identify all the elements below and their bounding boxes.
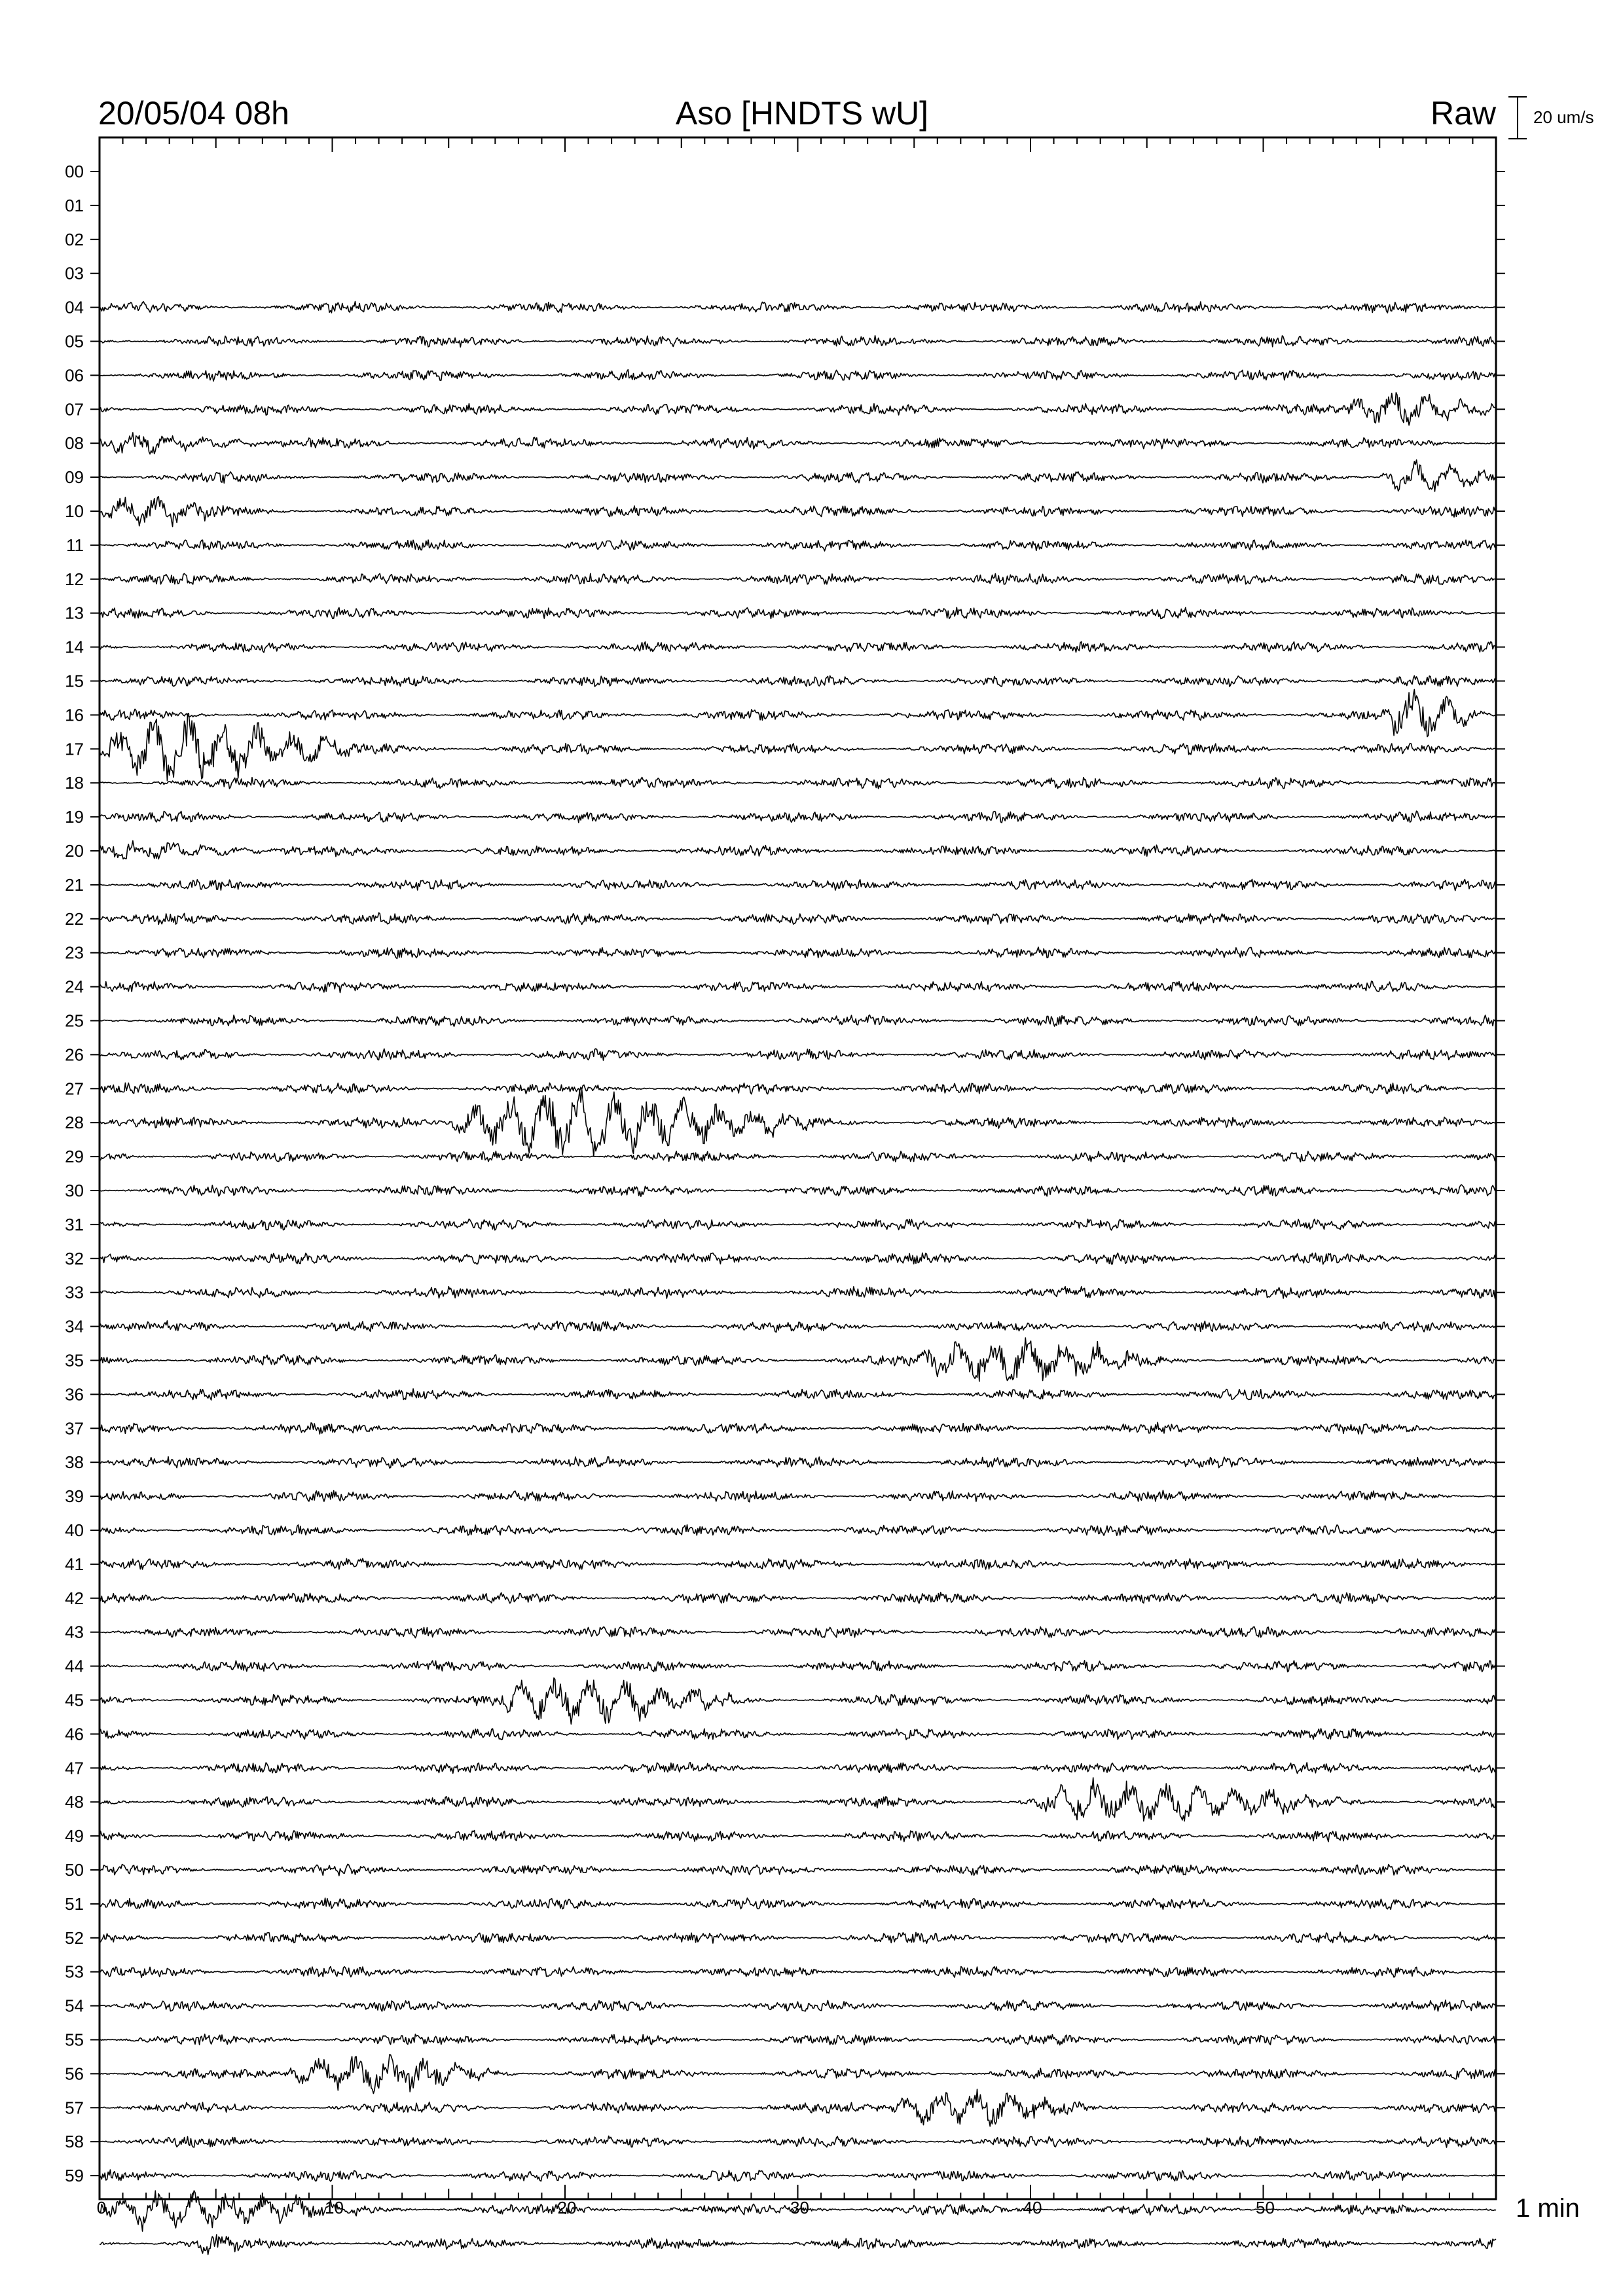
hour-label-17: 17	[65, 739, 84, 759]
trace-row-45	[100, 1678, 1496, 1725]
header-datetime: 20/05/04 08h	[98, 95, 289, 132]
trace-row-54	[100, 2000, 1496, 2011]
trace-row-38	[100, 1457, 1496, 1468]
hour-label-01: 01	[65, 195, 84, 215]
trace-row-21	[100, 879, 1496, 890]
hour-label-36: 36	[65, 1384, 84, 1405]
trace-row-27	[100, 1083, 1496, 1094]
trace-row-18	[100, 778, 1496, 789]
trace-row-55	[100, 2034, 1496, 2045]
trace-row-29	[100, 1151, 1496, 1162]
trace-row-24	[100, 981, 1496, 992]
amplitude-scale-label: 20 um/s	[1533, 107, 1594, 127]
trace-row-09	[100, 460, 1496, 492]
trace-row-52	[100, 1932, 1496, 1943]
hour-label-04: 04	[65, 297, 84, 317]
trace-row-31	[100, 1219, 1496, 1230]
trace-row-19	[100, 811, 1496, 823]
trace-row-12	[100, 573, 1496, 584]
hour-label-21: 21	[65, 874, 84, 895]
hour-labels	[65, 162, 84, 2185]
hour-label-20: 20	[65, 841, 84, 861]
hour-label-19: 19	[65, 807, 84, 827]
trace-row-48	[100, 1778, 1496, 1821]
hour-label-32: 32	[65, 1248, 84, 1268]
hour-label-47: 47	[65, 1758, 84, 1778]
hour-label-00: 00	[65, 162, 84, 181]
hour-label-12: 12	[65, 569, 84, 589]
hour-label-56: 56	[65, 2064, 84, 2084]
hour-label-27: 27	[65, 1079, 84, 1099]
trace-row-36	[100, 1389, 1496, 1400]
trace-row-20	[100, 841, 1496, 859]
hour-label-49: 49	[65, 1826, 84, 1846]
trace-row-17	[100, 713, 1496, 781]
trace-row-06	[100, 370, 1496, 382]
trace-row-42	[100, 1592, 1496, 1604]
hour-label-26: 26	[65, 1045, 84, 1065]
trace-row-44	[100, 1660, 1496, 1672]
hour-label-29: 29	[65, 1147, 84, 1167]
axis-ticks	[90, 137, 1505, 2199]
hour-label-58: 58	[65, 2132, 84, 2152]
x-tick-label-40: 40	[1023, 2198, 1042, 2217]
hour-label-02: 02	[65, 229, 84, 249]
hour-label-18: 18	[65, 773, 84, 793]
trace-row-59	[100, 2170, 1496, 2181]
hour-label-13: 13	[65, 603, 84, 623]
trace-row-39	[100, 1490, 1496, 1502]
x-tick-label-0: 0	[96, 2198, 107, 2217]
trace-row-05	[100, 336, 1496, 347]
hour-label-16: 16	[65, 705, 84, 725]
hour-label-14: 14	[65, 637, 84, 657]
hour-label-46: 46	[65, 1724, 84, 1744]
x-tick-label-20: 20	[557, 2198, 577, 2217]
trace-row-50	[100, 1864, 1496, 1876]
trace-row-08	[100, 433, 1496, 454]
hour-label-07: 07	[65, 399, 84, 420]
trace-row-61	[100, 2234, 1496, 2254]
trace-row-25	[100, 1015, 1496, 1026]
hour-label-51: 51	[65, 1893, 84, 1914]
trace-row-22	[100, 913, 1496, 925]
trace-row-47	[100, 1763, 1496, 1774]
hour-label-54: 54	[65, 1996, 84, 2016]
hour-label-33: 33	[65, 1282, 84, 1302]
hour-label-57: 57	[65, 2098, 84, 2118]
trace-row-10	[100, 497, 1496, 527]
x-tick-label-50: 50	[1256, 2198, 1275, 2217]
hour-label-34: 34	[65, 1316, 84, 1336]
hour-label-30: 30	[65, 1181, 84, 1200]
trace-row-30	[100, 1185, 1496, 1196]
hour-label-48: 48	[65, 1792, 84, 1812]
trace-row-35	[100, 1338, 1496, 1381]
trace-row-32	[100, 1253, 1496, 1264]
hour-label-25: 25	[65, 1011, 84, 1031]
trace-row-57	[100, 2089, 1496, 2126]
hour-label-38: 38	[65, 1452, 84, 1473]
amplitude-scale-bar	[1508, 97, 1527, 139]
trace-row-43	[100, 1627, 1496, 1638]
trace-row-11	[100, 540, 1496, 551]
header-mode: Raw	[1430, 95, 1496, 132]
hour-label-52: 52	[65, 1928, 84, 1948]
hour-label-35: 35	[65, 1350, 84, 1371]
trace-row-15	[100, 675, 1496, 687]
trace-row-58	[100, 2136, 1496, 2148]
hour-label-03: 03	[65, 263, 84, 283]
hour-label-22: 22	[65, 908, 84, 929]
hour-label-31: 31	[65, 1214, 84, 1234]
hour-label-53: 53	[65, 1962, 84, 1982]
trace-row-49	[100, 1831, 1496, 1842]
trace-row-37	[100, 1422, 1496, 1434]
hour-label-09: 09	[65, 467, 84, 488]
hour-label-37: 37	[65, 1418, 84, 1439]
trace-row-33	[100, 1287, 1496, 1299]
hour-label-28: 28	[65, 1113, 84, 1133]
hour-label-10: 10	[65, 501, 84, 521]
x-tick-label-10: 10	[325, 2198, 344, 2217]
trace-row-14	[100, 641, 1496, 653]
trace-row-46	[100, 1729, 1496, 1740]
trace-row-28	[100, 1089, 1496, 1157]
hour-label-55: 55	[65, 2030, 84, 2050]
x-axis-unit-label: 1 min	[1516, 2194, 1580, 2223]
trace-row-26	[100, 1049, 1496, 1060]
trace-row-41	[100, 1558, 1496, 1570]
hour-label-06: 06	[65, 365, 84, 386]
trace-row-51	[100, 1898, 1496, 1909]
hour-label-42: 42	[65, 1588, 84, 1608]
hour-label-59: 59	[65, 2166, 84, 2186]
plot-frame	[100, 137, 1496, 2199]
hour-label-05: 05	[65, 331, 84, 351]
trace-row-40	[100, 1525, 1496, 1535]
hour-label-43: 43	[65, 1622, 84, 1642]
hour-label-39: 39	[65, 1486, 84, 1507]
trace-row-23	[100, 947, 1496, 958]
hour-label-23: 23	[65, 942, 84, 963]
trace-row-34	[100, 1321, 1496, 1332]
seismic-traces	[100, 302, 1496, 2255]
trace-row-56	[100, 2054, 1496, 2094]
trace-row-53	[100, 1967, 1496, 1978]
x-tick-label-30: 30	[790, 2198, 809, 2217]
hour-label-15: 15	[65, 671, 84, 691]
hour-label-44: 44	[65, 1656, 84, 1676]
hour-label-45: 45	[65, 1690, 84, 1710]
hour-label-50: 50	[65, 1860, 84, 1880]
hour-label-41: 41	[65, 1554, 84, 1574]
hour-label-08: 08	[65, 433, 84, 454]
trace-row-07	[100, 393, 1496, 425]
trace-row-13	[100, 607, 1496, 619]
hour-label-24: 24	[65, 977, 84, 997]
header-station-title: Aso [HNDTS wU]	[675, 95, 929, 132]
trace-row-16	[100, 689, 1496, 736]
hour-label-11: 11	[66, 535, 84, 555]
hour-label-40: 40	[65, 1520, 84, 1540]
trace-row-04	[100, 302, 1496, 314]
